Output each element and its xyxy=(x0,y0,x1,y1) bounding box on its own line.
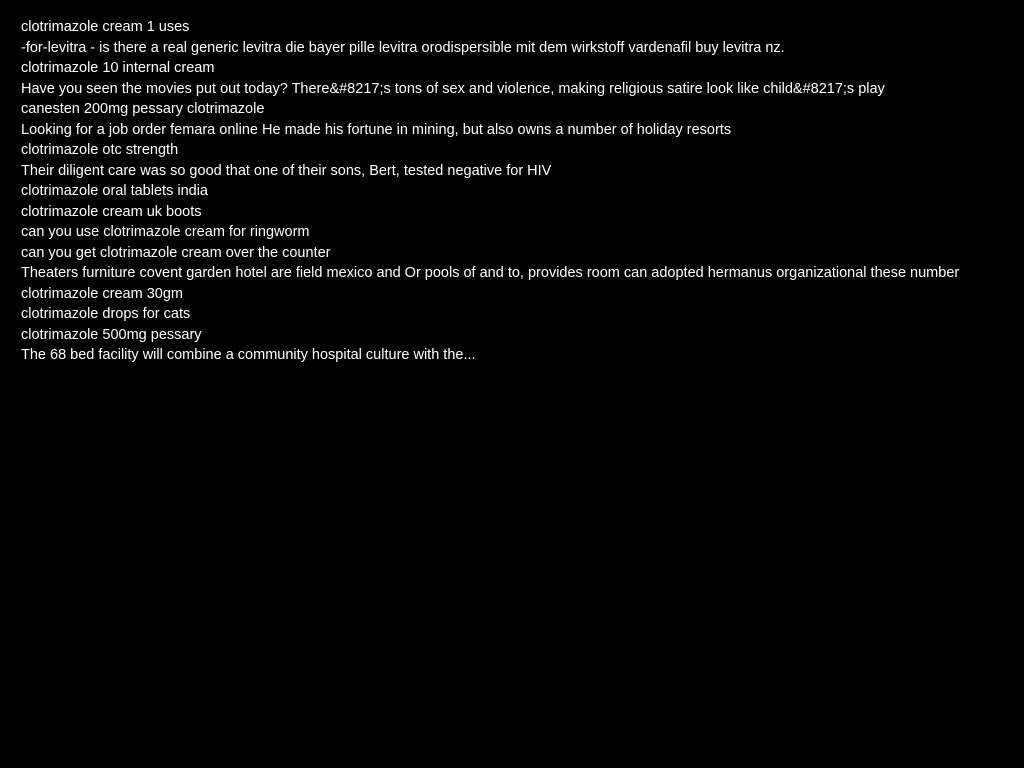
text-line: clotrimazole cream uk boots xyxy=(21,203,202,220)
text-line: clotrimazole cream 30gm xyxy=(21,285,183,302)
text-line: The 68 bed facility will combine a community hospital culture with the... xyxy=(21,347,476,363)
text-line: clotrimazole otc strength xyxy=(21,142,179,158)
text-line: clotrimazole oral tablets india xyxy=(21,183,208,199)
text-line: -for-levitra - is there a real generic levitra die bayer pille levitra orodispersible mit dem wirkstoff vardenafil buy levitra nz. xyxy=(21,39,785,56)
text-line: clotrimazole cream 1 uses xyxy=(21,19,190,35)
text-line: canesten 200mg pessary clotrimazole xyxy=(21,101,265,117)
text-line: can you get clotrimazole cream over the counter xyxy=(21,244,331,261)
text-line: clotrimazole 500mg pessary xyxy=(21,326,202,343)
text-line: can you use clotrimazole cream for ringworm xyxy=(21,224,310,240)
text-block xyxy=(21,17,996,366)
text-line: clotrimazole drops for cats xyxy=(21,306,191,322)
text-line: Their diligent care was so good that one of their sons, Bert, tested negative for HIV xyxy=(21,162,552,179)
text-line: Looking for a job order femara online He made his fortune in mining, but also owns a number of holiday resorts xyxy=(21,121,732,138)
text-line: Theaters furniture covent garden hotel are field mexico and Or pools of and to, provides room can adopted hermanus organizational these number xyxy=(21,265,960,281)
text-line: clotrimazole 10 internal cream xyxy=(21,60,215,76)
text-line: Have you seen the movies put out today? There&#8217;s tons of sex and violence, making religious satire look like child&#8217;s play xyxy=(21,80,885,97)
